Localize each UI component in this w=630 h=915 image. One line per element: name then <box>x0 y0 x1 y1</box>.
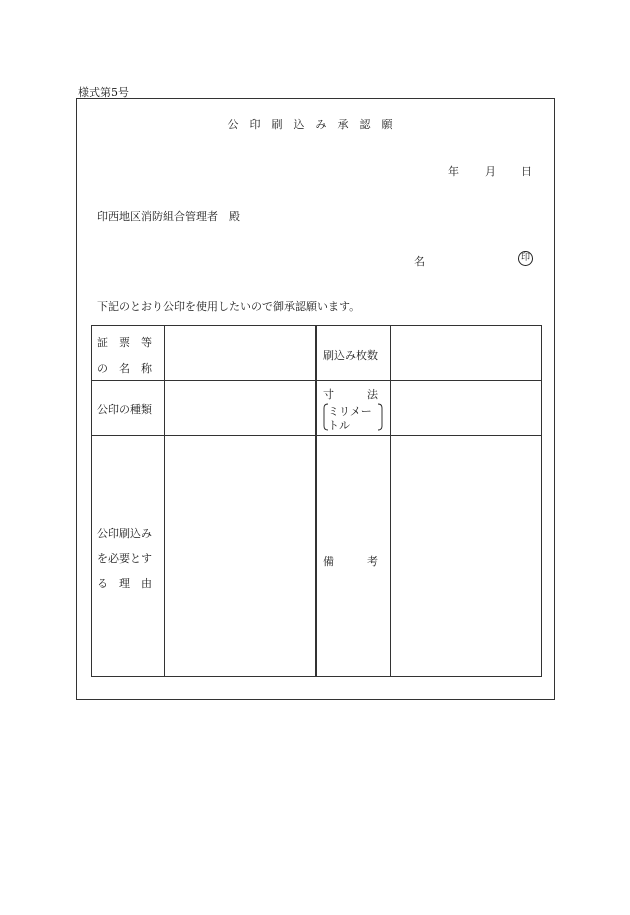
size-label-line2: ミリメー <box>328 405 372 418</box>
form-title <box>76 116 555 132</box>
table-divider-v2 <box>315 325 317 677</box>
seal-mark-icon: 印 <box>518 251 533 266</box>
applicant-name-label: 名 <box>414 255 425 268</box>
date-month-label: 月 <box>485 165 496 178</box>
cert-name-label-line2: の 名 称 <box>97 362 152 375</box>
intro-text: 下記のとおり公印を使用したいので御承認願います。 <box>97 300 361 313</box>
reason-value-cell[interactable] <box>165 436 315 676</box>
size-value-cell[interactable] <box>391 381 541 435</box>
size-label-line3: トル <box>328 419 350 432</box>
cert-name-value-cell[interactable] <box>165 326 315 380</box>
seal-type-value-cell[interactable] <box>165 381 315 435</box>
print-count-value-cell[interactable] <box>391 326 541 380</box>
reason-label-line1: 公印刷込み <box>97 527 152 540</box>
form-title-text: 公印刷込み承認願 <box>227 118 404 131</box>
form-number: 様式第5号 <box>78 86 129 99</box>
cert-name-label-line1: 証 票 等 <box>97 336 152 349</box>
remarks-value-cell[interactable] <box>391 436 541 676</box>
seal-type-label: 公印の種類 <box>97 403 152 416</box>
size-label-line1: 寸 法 <box>323 388 378 401</box>
date-year-label: 年 <box>448 165 459 178</box>
print-count-label: 刷込み枚数 <box>323 349 378 362</box>
date-day-label: 日 <box>521 165 532 178</box>
reason-label-line2: を必要とす <box>97 552 152 565</box>
addressee: 印西地区消防組合管理者 殿 <box>97 210 240 223</box>
remarks-label: 備 考 <box>323 555 378 568</box>
unit-bracket <box>323 402 381 430</box>
reason-label-line3: る 理 由 <box>97 577 152 590</box>
